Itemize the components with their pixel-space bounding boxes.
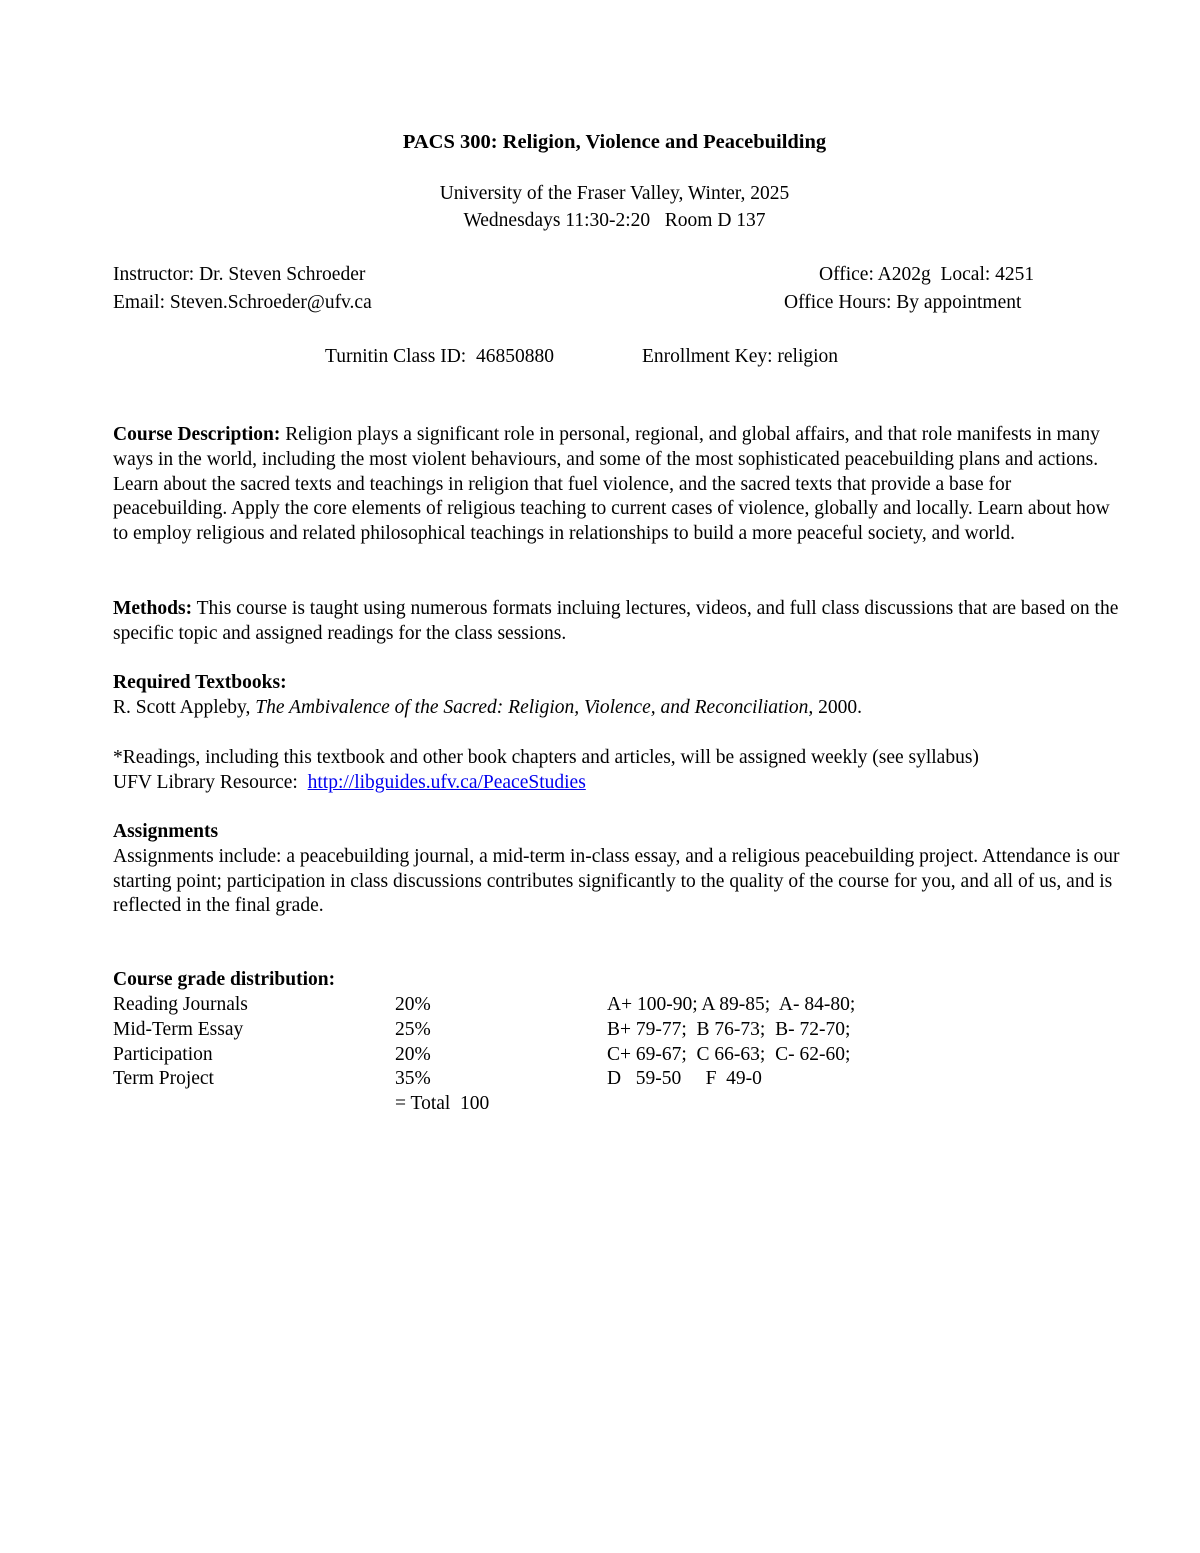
course-description xyxy=(113,423,1123,547)
assignments-text: Assignments include: a peacebuilding journal, a mid-term in-class essay, and a religious peacebuilding project. Attendance is our starting point; participation in class discussions contributes significantly to the quality of the course for you, and all of us, and is reflected in the final grade. xyxy=(113,845,1120,917)
course-description-text: Religion plays a significant role in personal, regional, and global affairs, and that role manifests in many ways in the world, including the most violent behaviours, and some of the most sophisticated peacebuilding plans and actions. Learn about the sacred texts and teachings in religion that fuel violence, and the sacred texts that provide a base for peacebuilding. Apply the core elements of religious teaching to current cases of violence, globally and locally. Learn about how to employ religious and related philosophical teachings in relationships to build a more peaceful society, and world. xyxy=(113,424,1110,545)
methods-section xyxy=(113,597,1123,647)
office-hours: Office Hours: By appointment xyxy=(784,292,1022,313)
grade-weight: 35% xyxy=(395,1068,431,1089)
class-schedule: Wednesdays 11:30-2:20 Room D 137 xyxy=(463,210,766,231)
grade-scale: B+ 79-77; B 76-73; B- 72-70; xyxy=(607,1019,851,1040)
textbook-year: 2000. xyxy=(813,696,862,718)
assignments-label: Assignments xyxy=(113,821,219,842)
grade-item: Mid-Term Essay xyxy=(113,1019,244,1040)
library-resource xyxy=(113,771,1123,796)
instructor-email: Email: Steven.Schroeder@ufv.ca xyxy=(113,292,372,313)
grade-total: = Total 100 xyxy=(395,1093,490,1114)
grade-scale: C+ 69-67; C 66-63; C- 62-60; xyxy=(607,1044,851,1065)
course-description-label: Course Description: xyxy=(113,424,281,445)
methods-label: Methods: xyxy=(113,598,193,619)
textbook-title: The Ambivalence of the Sacred: Religion, Violence, and Reconciliation, xyxy=(255,696,814,718)
readings-note: *Readings, including this textbook and other book chapters and articles, will be assigned weekly (see syllabus) xyxy=(113,747,979,768)
library-link[interactable]: http://libguides.ufv.ca/PeaceStudies xyxy=(307,771,586,793)
textbook-entry xyxy=(113,696,1123,721)
grade-weight: 20% xyxy=(395,994,431,1015)
grade-distribution-label: Course grade distribution: xyxy=(113,969,336,990)
assignments-section xyxy=(113,820,1123,919)
grade-scale: A+ 100-90; A 89-85; A- 84-80; xyxy=(607,994,856,1015)
textbooks-label: Required Textbooks: xyxy=(113,672,287,693)
textbook-author: R. Scott Appleby, xyxy=(113,696,256,718)
grade-scale: D 59-50 F 49-0 xyxy=(607,1068,762,1089)
methods-text: This course is taught using numerous formats incluing lectures, videos, and full class discussions that are based on the specific topic and assigned readings for the class sessions. xyxy=(113,598,1119,644)
grade-weight: 20% xyxy=(395,1044,431,1065)
grade-item: Participation xyxy=(113,1044,213,1065)
enrollment-key: Enrollment Key: religion xyxy=(642,346,839,367)
course-title: PACS 300: Religion, Violence and Peacebuilding xyxy=(402,131,827,153)
library-label: UFV Library Resource: xyxy=(113,771,308,793)
grade-item: Term Project xyxy=(113,1068,214,1089)
textbooks-section xyxy=(113,671,1123,721)
turnitin-class-id: Turnitin Class ID: 46850880 xyxy=(325,346,554,367)
university-term: University of the Fraser Valley, Winter, 2025 xyxy=(439,183,790,204)
readings-section xyxy=(113,746,1123,796)
instructor-name: Instructor: Dr. Steven Schroeder xyxy=(113,264,366,285)
grade-weight: 25% xyxy=(395,1019,431,1040)
grade-item: Reading Journals xyxy=(113,994,248,1015)
office-location: Office: A202g Local: 4251 xyxy=(819,264,1035,285)
